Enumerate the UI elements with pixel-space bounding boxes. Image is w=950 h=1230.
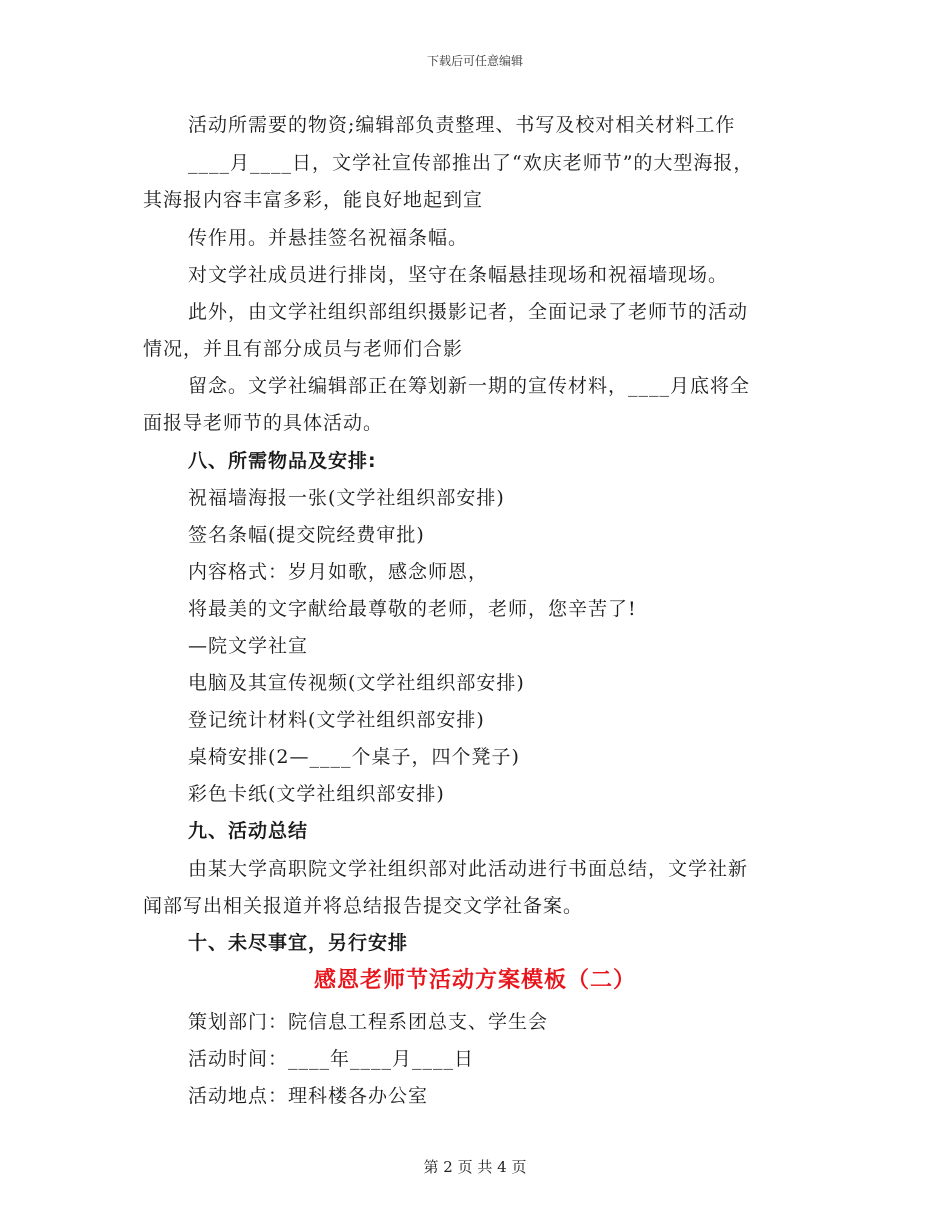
info-line: 活动地点：理科楼各办公室 <box>188 1085 429 1107</box>
page-header: 下载后可任意编辑 <box>426 54 523 68</box>
info-line: 活动时间：____年____月____日 <box>188 1048 475 1070</box>
list-item: 将最美的文字献给最尊敬的老师，老师，您辛苦了! <box>188 598 637 620</box>
body-line: 闻部写出相关报道并将总结报告提交文学社备案。 <box>143 895 584 917</box>
info-line: 策划部门：院信息工程系团总支、学生会 <box>188 1011 549 1033</box>
body-line: 由某大学高职院文学社组织部对此活动进行书面总结，文学社新 <box>188 858 749 880</box>
list-item: 内容格式：岁月如歌，感念师恩， <box>188 561 489 583</box>
list-item: 签名条幅(提交院经费审批) <box>188 524 425 546</box>
section-heading-10: 十、未尽事宜，另行安排 <box>188 932 409 954</box>
body-line: 情况，并且有部分成员与老师们合影 <box>143 338 464 360</box>
page-footer: 第 2 页 共 4 页 <box>423 1158 527 1176</box>
body-line: ____月____日，文学社宣传部推出了“欢庆老师节”的大型海报， <box>188 152 754 174</box>
body-line: 传作用。并悬挂签名祝福条幅。 <box>188 227 469 249</box>
list-item: 电脑及其宣传视频(文学社组织部安排) <box>188 672 525 694</box>
section-heading-9: 九、活动总结 <box>188 820 309 842</box>
template-title: 感恩老师节活动方案模板（二） <box>313 968 636 993</box>
list-item: 桌椅安排(2—____个桌子，四个凳子) <box>188 746 520 768</box>
body-line: 此外，由文学社组织部组织摄影记者，全面记录了老师节的活动 <box>188 301 749 323</box>
list-item: —院文学社宣 <box>188 635 309 657</box>
body-line: 对文学社成员进行排岗，坚守在条幅悬挂现场和祝福墙现场。 <box>188 264 729 286</box>
section-heading-8: 八、所需物品及安排: <box>188 450 377 472</box>
body-line: 活动所需要的物资;编辑部负责整理、书写及校对相关材料工作 <box>188 114 736 136</box>
body-line: 其海报内容丰富多彩，能良好地起到宣 <box>143 189 484 211</box>
body-line: 面报导老师节的具体活动。 <box>143 412 384 434</box>
list-item: 祝福墙海报一张(文学社组织部安排) <box>188 487 505 509</box>
list-item: 彩色卡纸(文学社组织部安排) <box>188 783 445 805</box>
list-item: 登记统计材料(文学社组织部安排) <box>188 709 485 731</box>
body-line: 留念。文学社编辑部正在筹划新一期的宣传材料，____月底将全 <box>188 375 751 397</box>
